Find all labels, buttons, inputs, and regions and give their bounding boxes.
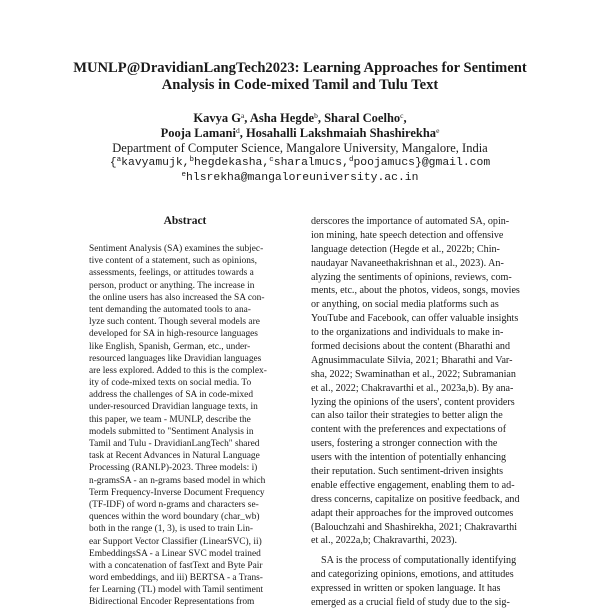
text-line: expressed in written or spoken language. It has — [311, 583, 501, 595]
text-line: Tamil and Tulu - DravidianLangTech" shared — [89, 439, 260, 449]
email-part: hlsrekha@mangaloreuniversity.ac.in — [186, 172, 419, 184]
text-line: adapt their approaches for the improved outcomes — [311, 507, 514, 519]
author-separator: , — [239, 126, 246, 140]
affiliation: Department of Computer Science, Mangalore University, Mangalore, India — [112, 141, 488, 155]
author-name: Kavya G — [193, 111, 241, 125]
email-marker: c — [269, 156, 274, 164]
text-line: (Balouchzahi and Shashirekha, 2021; Chakravarthi — [311, 521, 518, 533]
author-separator: , — [403, 111, 407, 125]
text-line: fer Learning (TL) model with Tamil sentiment — [89, 585, 264, 596]
text-line: n-gramsSA - an n-grams based model in which — [89, 475, 266, 486]
text-line: derscores the importance of automated SA, opin- — [311, 216, 510, 227]
text-line: et al., 2022a,b; Chakravarthi, 2023). — [311, 535, 458, 547]
text-line: language detection (Hegde et al., 2022b; Chin- — [311, 243, 500, 255]
author-marker: e — [436, 126, 440, 135]
text-line: under-resourced Dravidian language texts, in — [89, 402, 258, 413]
text-line: models submitted to "Sentiment Analysis in — [89, 426, 254, 437]
author-marker: c — [400, 111, 404, 120]
email-marker: b — [189, 156, 195, 164]
text-line: assessments, feelings, or attitudes towards a — [89, 268, 254, 279]
text-line: ion mining, hate speech detection and offensive — [311, 229, 504, 241]
text-line: Term Frequency-Inverse Document Frequency — [89, 487, 265, 498]
author-names-line1 — [40, 111, 560, 126]
text-line: are less explored. Added to this is the complex- — [89, 365, 267, 376]
author-marker: a — [240, 111, 245, 120]
text-line: Processing (RANLP)-2023. Three models: i) — [89, 463, 258, 474]
text-line: lyze such content. Though several models are — [89, 317, 260, 328]
author-name: Sharal Coelho — [324, 111, 401, 125]
author-name: Pooja Lamani — [160, 126, 236, 140]
text-line: emerged as a crucial field of study due to the sig- — [311, 597, 510, 609]
text-line: users with the intention of potentially enhancing — [311, 452, 507, 464]
text-line: SA is the process of computationally identifying — [321, 555, 517, 567]
author-name: Asha Hegde — [249, 111, 315, 125]
email-marker: a — [116, 156, 122, 164]
abstract-text — [89, 243, 281, 609]
paper-title — [40, 60, 560, 94]
email-brace: { — [109, 157, 117, 169]
text-line: (TF-IDF) of word n-grams and characters se- — [89, 499, 259, 510]
email-part: poojamucs}@gmail.com — [353, 157, 491, 169]
body-paragraph — [311, 215, 530, 548]
text-line: person, product or anything. The increase in — [89, 280, 255, 291]
text-line: developed for SA in high-resource languages — [89, 329, 258, 340]
text-line: YouTube and Facebook, can offer valuable insights — [311, 313, 519, 325]
title-line: Analysis in Code-mixed Tamil and Tulu Text — [161, 77, 439, 93]
email-line — [40, 156, 560, 171]
text-line: EmbeddingsSA - a Linear SVC model trained — [89, 548, 261, 559]
email-line — [40, 171, 560, 186]
text-line: lyzing the opinions of the users', content providers — [311, 396, 515, 408]
text-line: tive content of a statement, such as opinions, — [89, 256, 257, 267]
author-block — [40, 111, 560, 186]
text-line: Sentiment Analysis (SA) examines the subjec- — [89, 244, 264, 254]
text-line: ity of code-mixed texts on social media. To — [89, 378, 252, 389]
text-line: tent demanding the automated tools to ana- — [89, 304, 251, 315]
author-marker: d — [235, 126, 240, 135]
author-separator: , — [244, 111, 250, 125]
email-part: sharalmucs, — [273, 157, 349, 169]
text-line: users, fostering a stronger connection with the — [311, 438, 498, 450]
text-line: their reputation. Such sentiment-driven insights — [311, 466, 504, 478]
author-names-line2 — [40, 126, 560, 141]
email-part: kavyamujk, — [121, 157, 190, 169]
text-line: both in the range (1, 3), is used to train Lin- — [89, 524, 254, 535]
text-line: like English, Spanish, German, etc., under- — [89, 341, 251, 352]
author-name: Hosahalli Lakshmaiah Shashirekha — [245, 126, 437, 140]
text-line: Agnusimmaculate Silvia, 2021; Bharathi and Var- — [311, 354, 513, 366]
text-line: sha, 2022; Swaminathan et al., 2022; Subramanian — [311, 368, 516, 380]
text-line: or anything, on social media platforms such as — [311, 299, 499, 311]
title-line: MUNLP@DravidianLangTech2023: Learning Approaches for Sentiment — [73, 60, 527, 76]
text-line: quences within the word boundary (char_wb) — [89, 512, 260, 523]
author-separator: , — [317, 111, 325, 125]
text-line: enable effective engagement, enabling them to ad- — [311, 479, 515, 491]
author-marker: b — [314, 111, 318, 120]
text-line: resourced languages like Dravidian languages — [89, 353, 262, 364]
text-line: this paper, we team - MUNLP, describe the — [89, 414, 251, 425]
text-line: address the challenges of SA in code-mixed — [89, 390, 254, 401]
text-line: naudayar Navaneethakrishnan et al., 2023). An- — [311, 257, 504, 269]
text-line: to the organizations and individuals to make in- — [311, 327, 504, 339]
abstract-heading: Abstract — [163, 215, 207, 227]
email-part: hegdekasha, — [194, 157, 270, 169]
text-line: et al., 2022; Chakravarthi et al., 2023a,b). By ana- — [311, 382, 514, 394]
text-line: formed decisions about the content (Bharathi and — [311, 341, 511, 353]
text-line: task at Recent Advances in Natural Language — [89, 451, 260, 462]
email-marker: e — [181, 171, 187, 179]
body-paragraph — [311, 554, 530, 610]
text-line: word embeddings, and iii) BERTSA - a Trans- — [89, 573, 263, 584]
text-line: ments, etc., about the photos, videos, songs, movies — [311, 285, 520, 297]
abstract-column — [89, 215, 281, 609]
text-line: content with the preferences and expectations of — [311, 424, 507, 436]
body-column — [311, 215, 530, 610]
text-line: ear Support Vector Classifier (LinearSVC), ii) — [89, 536, 262, 547]
text-line: can also tailor their strategies to better align the — [311, 410, 503, 422]
text-line: and categorizing opinions, emotions, and attitudes — [311, 569, 514, 581]
text-line: alyzing the sentiments of opinions, reviews, com- — [311, 271, 512, 283]
text-line: with a concatenation of fastText and Byte Pair — [89, 560, 263, 571]
text-line: Bidirectional Encoder Representations from — [89, 597, 255, 608]
email-marker: d — [348, 156, 354, 164]
text-line: dress concerns, capitalize on positive feedback, and — [311, 493, 520, 505]
text-line: the online users has also increased the SA con- — [89, 292, 265, 303]
